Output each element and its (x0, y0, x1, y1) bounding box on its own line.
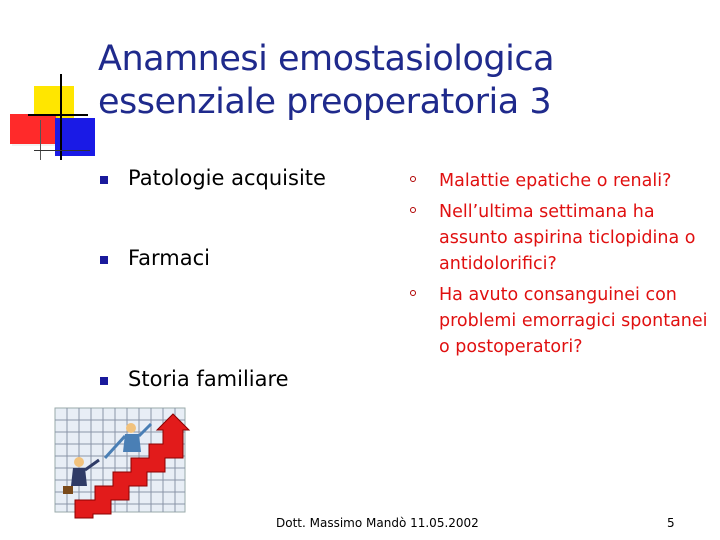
title-line-1: Anamnesi emostasiologica (98, 39, 555, 79)
logo-line (40, 120, 41, 160)
slide-title (98, 38, 698, 124)
circle-bullet-icon (410, 176, 416, 182)
logo-line (34, 150, 90, 151)
list-item (410, 168, 710, 194)
list-item-label: Patologie acquisite (128, 166, 326, 190)
list-item (410, 282, 710, 360)
right-bullet-list (410, 168, 710, 365)
circle-bullet-icon (410, 290, 416, 296)
list-item-text: Ha avuto consanguinei con problemi emorragici spontanei o postoperatori? (439, 285, 708, 357)
business-people-climbing-arrow-graph-icon (45, 400, 195, 520)
list-item-label: Storia familiare (128, 367, 289, 391)
list-item-text: Nell’ultima settimana ha assunto aspirina ticlopidina o antidolorifici? (439, 202, 696, 274)
red-square (10, 114, 56, 144)
circle-bullet-icon (410, 207, 416, 213)
logo-line (60, 74, 62, 160)
square-bullet-icon (100, 176, 108, 184)
square-bullet-icon (100, 377, 108, 385)
square-bullet-icon (100, 256, 108, 264)
footer-author-date: Dott. Massimo Mandò 11.05.2002 (276, 516, 479, 530)
title-line-2: essenziale preoperatoria 3 (98, 82, 552, 122)
logo-line (28, 114, 88, 116)
list-item (410, 199, 710, 277)
page-number: 5 (667, 516, 675, 530)
list-item-label: Farmaci (128, 246, 210, 270)
list-item-text: Malattie epatiche o renali? (439, 171, 672, 191)
